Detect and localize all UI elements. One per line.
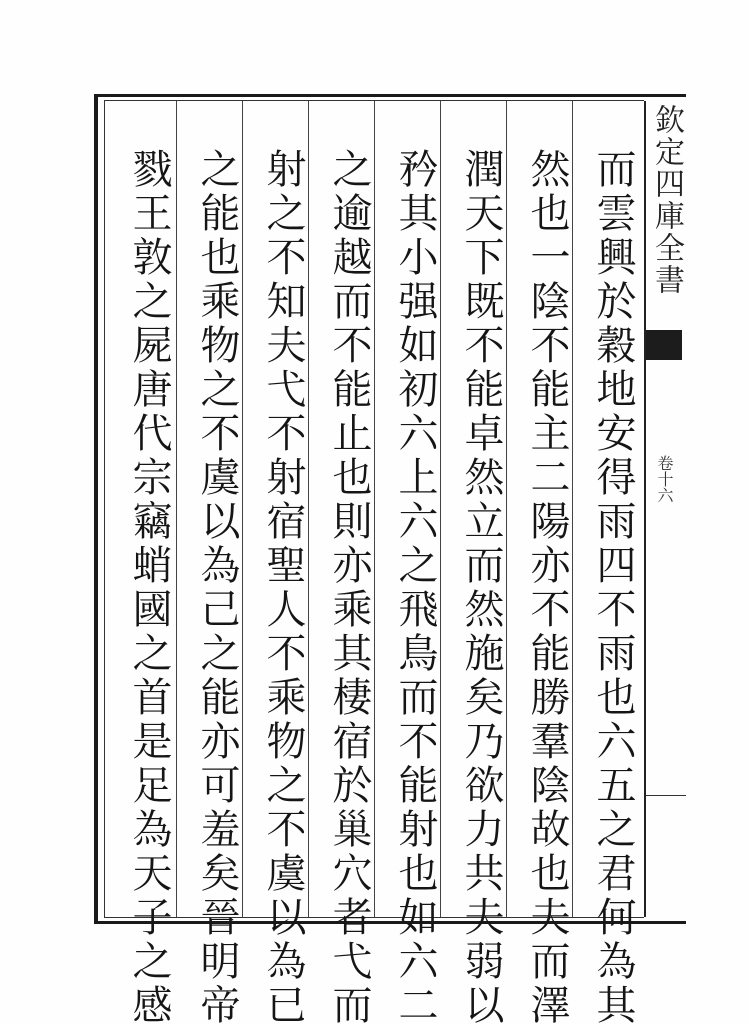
text-column-7: 之能也乘物之不虞以為己之能亦可羞矣晉明帝 — [194, 148, 240, 1028]
book-title: 欽定四庫全書 — [649, 104, 684, 296]
volume-label: 卷十六 — [655, 455, 674, 503]
text-column-1: 而雲興於穀地安得雨四不雨也六五之君何為其 — [590, 148, 636, 1028]
text-column-4: 矜其小强如初六上六之飛鳥而不能射也如六二 — [392, 148, 438, 1028]
margin-tick — [646, 795, 686, 796]
text-column-2: 然也一陰不能主二陽亦不能勝羣陰故也夫而澤 — [524, 148, 570, 1028]
text-column-6: 射之不知夫弋不射宿聖人不乘物之不虞以為已 — [260, 148, 306, 1028]
text-column-3: 潤天下既不能卓然立而然施矣乃欲力共夫弱以 — [458, 148, 504, 1028]
text-column-5: 之逾越而不能止也則亦乘其棲宿於巢穴者弋而 — [326, 148, 372, 1028]
fishtail-mark — [646, 330, 682, 360]
text-column-8: 戮王敦之屍唐代宗竊蛸國之首是足為天子之感 — [126, 148, 172, 1028]
